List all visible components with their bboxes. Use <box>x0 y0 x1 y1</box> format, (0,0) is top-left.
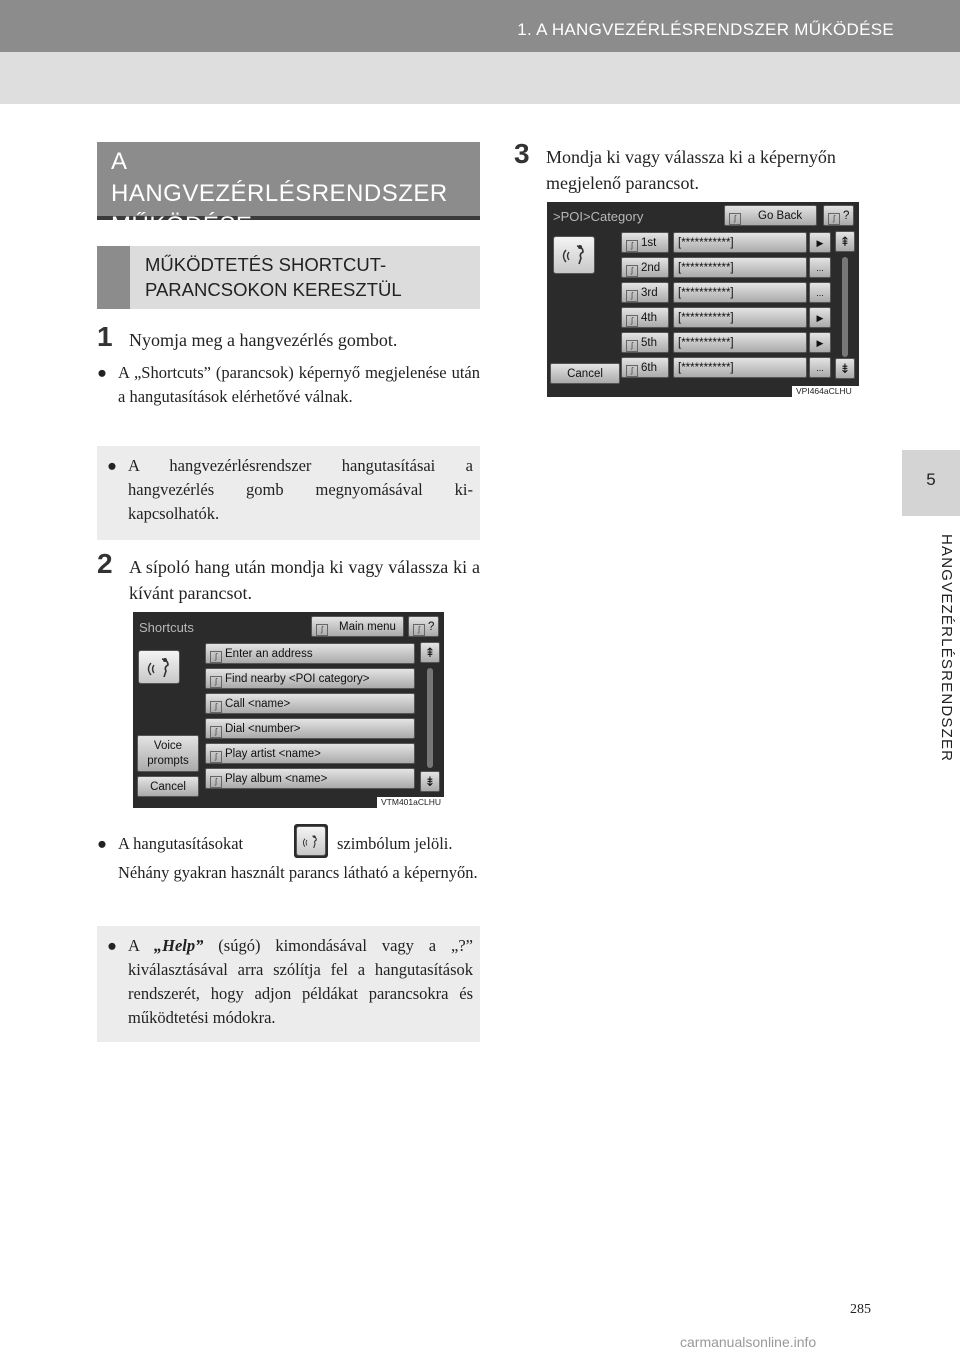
bullet-text: A „Shortcuts” (parancsok) képernyő megjelenése után a hangutasítások elérhetővé válnak. <box>118 363 480 406</box>
step-text: Mondja ki vagy válassza ki a képernyőn megjelenő parancsot. <box>546 147 836 193</box>
subsection-title-text <box>145 252 402 302</box>
step-2 <box>97 548 480 606</box>
button-label: prompts <box>147 755 189 767</box>
voice-command-icon: ʃ <box>828 213 840 225</box>
note-box-2 <box>97 926 480 1042</box>
voice-command-icon-box <box>296 826 326 856</box>
rank-label: 5th <box>641 337 657 349</box>
voice-command-icon: ʃ <box>210 726 222 738</box>
page-number: 285 <box>850 1302 871 1317</box>
shortcut-label: Find nearby <POI category> <box>225 673 370 685</box>
figure-code: VTM401aCLHU <box>377 797 444 808</box>
more-button[interactable]: ... <box>809 282 831 303</box>
chapter-number: 5 <box>926 470 936 489</box>
subsection-title-line2: PARANCSOKON KERESZTÜL <box>145 279 402 300</box>
help-keyword: „Help” <box>153 936 204 955</box>
scroll-down-button[interactable]: ⇟ <box>835 358 855 379</box>
go-back-button[interactable] <box>724 205 817 226</box>
scroll-track <box>427 668 433 768</box>
rank-button[interactable] <box>621 307 669 328</box>
rank-button[interactable] <box>621 257 669 278</box>
step-number: 2 <box>97 548 113 579</box>
entry-label: [***********] <box>678 262 734 274</box>
step-number: 3 <box>514 138 530 169</box>
help-button[interactable] <box>408 616 439 637</box>
note-text: A hangvezérlésrendszer hangutasításai a hangvezérlés gomb megnyomásával kikapcsolhatók. <box>128 456 473 523</box>
note-box-1 <box>97 446 480 540</box>
rank-label: 6th <box>641 362 657 374</box>
rank-label: 1st <box>641 237 657 249</box>
bullet-dot: ● <box>107 936 117 955</box>
voice-command-icon: ʃ <box>626 340 638 352</box>
shortcut-label: Call <name> <box>225 698 291 710</box>
figure-code: VPI464aCLHU <box>792 386 859 397</box>
category-entry[interactable] <box>673 282 807 303</box>
button-label: Go Back <box>758 210 803 222</box>
voice-command-icon: ʃ <box>626 265 638 277</box>
step-text: A sípoló hang után mondja ki vagy válassza ki a kívánt parancsot. <box>129 557 480 603</box>
rank-button[interactable] <box>621 332 669 353</box>
button-label: Voice <box>153 740 183 752</box>
note-prefix: A <box>128 936 154 955</box>
bullet-dot: ● <box>107 456 117 475</box>
entry-label: [***********] <box>678 287 734 299</box>
subsection-title <box>97 246 480 309</box>
button-label: ? <box>428 621 435 633</box>
voice-command-icon: ʃ <box>210 701 222 713</box>
note-body: (súgó) kimondásával vagy a „?” kiválasztásával arra szólítja fel a hangutasítások rendszerét, hogy adjon példákat parancsokra és működtetési módokra. <box>128 936 473 1027</box>
screen-title: >POI>Category <box>553 209 644 224</box>
bullet-text-after-icon: szimbólum jelöli. <box>337 834 453 853</box>
bullet-dot: ● <box>97 363 107 382</box>
rank-button[interactable] <box>621 232 669 253</box>
scroll-up-button[interactable]: ⇞ <box>835 231 855 252</box>
shortcut-item[interactable] <box>205 668 415 689</box>
chapter-label: HANGVEZÉRLÉSRENDSZER <box>938 534 955 763</box>
voice-command-icon: ʃ <box>210 751 222 763</box>
watermark: carmanualsonline.info <box>680 1334 817 1350</box>
rank-button[interactable] <box>621 357 669 378</box>
note-bullet <box>107 934 473 1030</box>
scroll-down-button[interactable]: ⇟ <box>420 771 440 792</box>
help-button[interactable] <box>823 205 854 226</box>
rank-button[interactable] <box>621 282 669 303</box>
entry-label: [***********] <box>678 312 734 324</box>
scroll-track <box>842 257 848 357</box>
shortcut-label: Play artist <name> <box>225 748 321 760</box>
voice-command-icon: ʃ <box>316 624 328 636</box>
voice-command-icon: ʃ <box>626 290 638 302</box>
section-title-line1: A HANGVEZÉRLÉSRENDSZER <box>111 148 448 207</box>
shortcut-item[interactable] <box>205 693 415 714</box>
play-button[interactable]: ▶ <box>809 232 831 253</box>
bullet-text-continued: Néhány gyakran használt parancs látható a képernyőn. <box>118 863 478 882</box>
rank-label: 2nd <box>641 262 661 274</box>
section-title-line2: MŰKÖDÉSE <box>111 212 253 239</box>
shortcut-label: Play album <name> <box>225 773 328 785</box>
bullet-text: A hangutasításokat <box>118 834 244 853</box>
category-entry[interactable] <box>673 357 807 378</box>
voice-command-icon: ʃ <box>626 315 638 327</box>
bullet-shortcuts <box>97 361 480 409</box>
category-entry[interactable] <box>673 307 807 328</box>
step-number: 1 <box>97 321 113 352</box>
note-bullet <box>107 454 473 526</box>
voice-command-icon: ʃ <box>210 676 222 688</box>
step-text: Nyomja meg a hangvezérlés gombot. <box>129 330 398 350</box>
voice-command-icon: ʃ <box>626 240 638 252</box>
header-band <box>0 52 960 104</box>
voice-command-icon: ʃ <box>413 624 425 636</box>
entry-label: [***********] <box>678 337 734 349</box>
rank-label: 3rd <box>641 287 658 299</box>
category-entry[interactable] <box>673 232 807 253</box>
shortcut-label: Enter an address <box>225 648 313 660</box>
shortcut-item[interactable] <box>205 743 415 764</box>
shortcuts-screen <box>133 612 444 808</box>
voice-command-icon <box>294 824 328 858</box>
poi-category-screen <box>547 202 859 397</box>
shortcut-label: Dial <number> <box>225 723 301 735</box>
voice-command-icon: ʃ <box>626 365 638 377</box>
step-3 <box>514 138 900 196</box>
voice-command-icon <box>553 236 595 274</box>
category-entry[interactable] <box>673 257 807 278</box>
chapter-title: 1. A HANGVEZÉRLÉSRENDSZER MŰKÖDÉSE <box>517 20 894 39</box>
bullet-dot: ● <box>97 834 107 853</box>
more-button[interactable]: ... <box>809 257 831 278</box>
shortcut-item[interactable] <box>205 768 415 789</box>
step-1 <box>97 321 480 353</box>
screen-title: Shortcuts <box>139 620 194 635</box>
cancel-button[interactable]: Cancel <box>550 363 620 384</box>
cancel-button[interactable]: Cancel <box>137 776 199 797</box>
voice-command-icon <box>138 650 180 684</box>
button-label: ? <box>843 210 850 222</box>
section-title <box>97 142 480 239</box>
more-button[interactable]: ... <box>809 357 831 378</box>
bullet-icon-meaning <box>97 832 287 856</box>
voice-prompts-button[interactable] <box>137 735 199 772</box>
rank-label: 4th <box>641 312 657 324</box>
main-menu-button[interactable] <box>311 616 404 637</box>
note-text <box>107 934 473 1030</box>
play-button[interactable]: ▶ <box>809 332 831 353</box>
subsection-bar <box>97 246 130 309</box>
voice-command-icon: ʃ <box>729 213 741 225</box>
button-label: Main menu <box>339 621 396 633</box>
play-button[interactable]: ▶ <box>809 307 831 328</box>
category-entry[interactable] <box>673 332 807 353</box>
scroll-up-button[interactable]: ⇞ <box>420 642 440 663</box>
voice-command-icon: ʃ <box>210 651 222 663</box>
shortcut-item[interactable] <box>205 718 415 739</box>
entry-label: [***********] <box>678 362 734 374</box>
voice-command-icon: ʃ <box>210 776 222 788</box>
entry-label: [***********] <box>678 237 734 249</box>
shortcut-item[interactable] <box>205 643 415 664</box>
subsection-title-line1: MŰKÖDTETÉS SHORTCUT- <box>145 254 387 275</box>
